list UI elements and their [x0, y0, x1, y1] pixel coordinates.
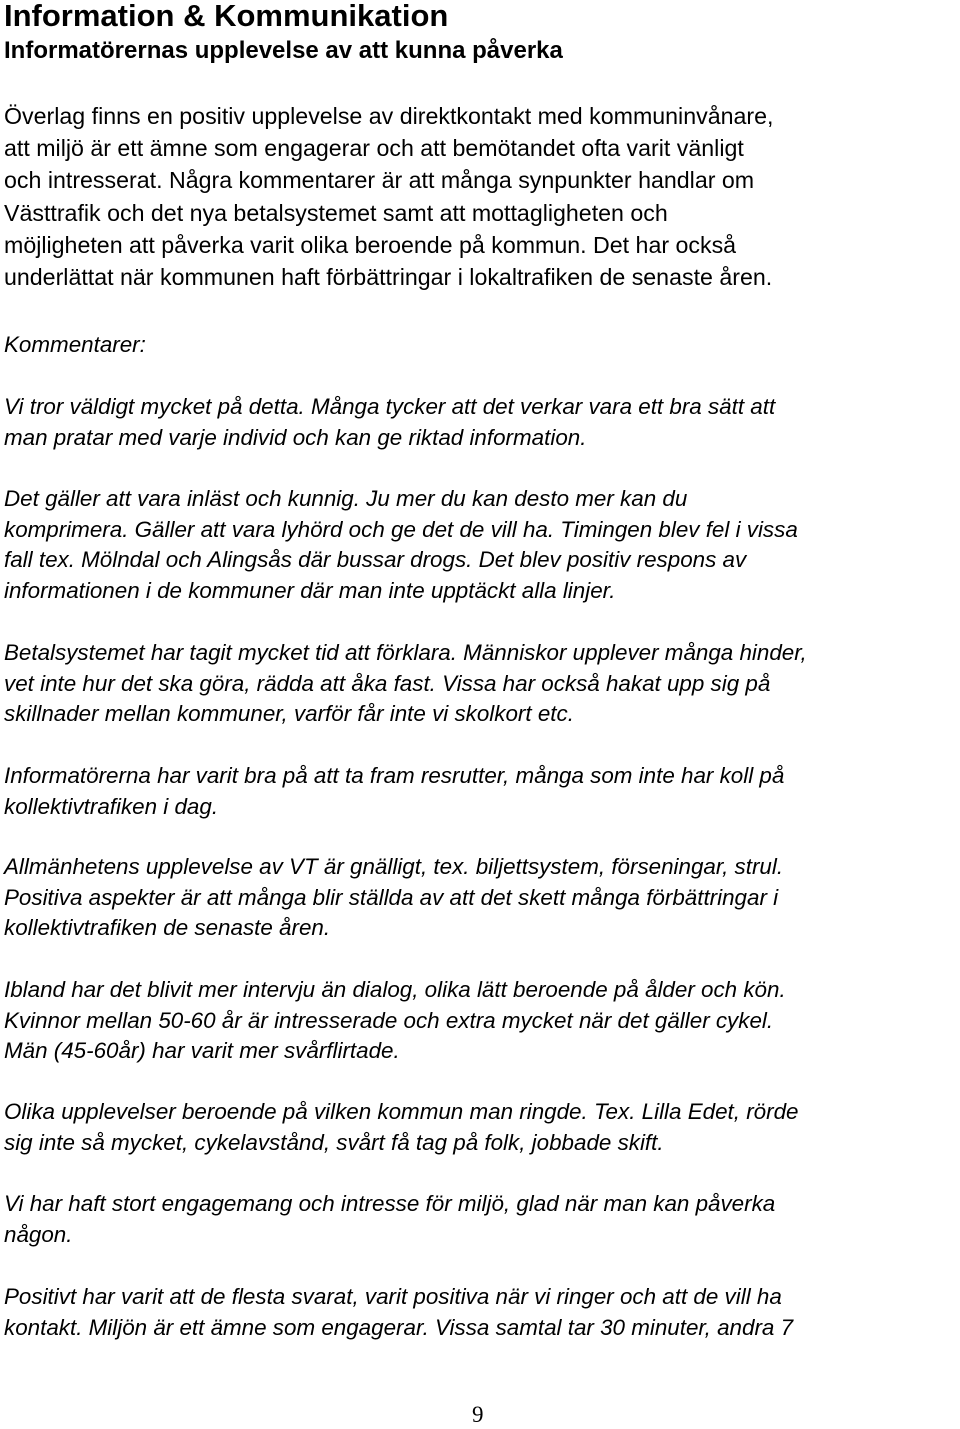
section-subtitle: Informatörernas upplevelse av att kunna påverka [4, 37, 563, 64]
comment-line: kontakt. Miljön är ett ämne som engagerar. Vissa samtal tar 30 minuter, andra 7 [4, 1314, 794, 1340]
comment-line: Kvinnor mellan 50-60 år är intresserade och extra mycket när det gäller cykel. [4, 1007, 774, 1033]
comment-paragraph-7 [4, 1097, 798, 1158]
comment-line: vet inte hur det ska göra, rädda att åka fast. Vissa har också hakat upp sig på [4, 670, 771, 696]
intro-line: underlättat när kommunen haft förbättringar i lokaltrafiken de senaste åren. [4, 264, 773, 291]
comment-line: Allmänhetens upplevelse av VT är gnälligt, tex. biljettsystem, förseningar, strul. [4, 854, 784, 879]
comment-line: kollektivtrafiken i dag. [4, 793, 219, 819]
intro-line: möjligheten att påverka varit olika beroende på kommun. Det har också [4, 231, 737, 258]
page-number: 9 [472, 1402, 484, 1427]
comment-line: Positiva aspekter är att många blir ställda av att det skett många förbättringar i [4, 884, 779, 910]
comment-line: kollektivtrafiken de senaste åren. [4, 915, 331, 940]
comment-line: Män (45-60år) har varit mer svårflirtade. [4, 1038, 400, 1063]
comment-line: Vi tror väldigt mycket på detta. Många tycker att det verkar vara ett bra sätt att [4, 394, 776, 419]
comment-line: Informatörerna har varit bra på att ta fram resrutter, många som inte har koll på [4, 763, 785, 788]
intro-paragraph [4, 100, 954, 293]
comment-line: Betalsystemet har tagit mycket tid att förklara. Människor upplever många hinder, [4, 640, 807, 665]
comment-line: Det gäller att vara inläst och kunnig. Ju mer du kan desto mer kan du [4, 486, 688, 511]
comment-line: fall tex. Mölndal och Alingsås där bussar drogs. Det blev positiv respons av [4, 547, 747, 572]
comment-line: Ibland har det blivit mer intervju än dialog, olika lätt beroende på ålder och kön. [4, 977, 786, 1002]
comment-paragraph-1 [4, 392, 775, 453]
comment-paragraph-5 [4, 852, 783, 944]
intro-line: Västtrafik och det nya betalsystemet samt att mottagligheten och [4, 199, 668, 226]
comment-paragraph-2 [4, 484, 798, 606]
comment-line: Olika upplevelser beroende på vilken kommun man ringde. Tex. Lilla Edet, rörde [4, 1099, 799, 1124]
comment-paragraph-6 [4, 975, 786, 1067]
comments-heading: Kommentarer: [4, 332, 146, 357]
comment-line: Vi har haft stort engagemang och intresse för miljö, glad när man kan påverka [4, 1191, 776, 1216]
comment-line: sig inte så mycket, cykelavstånd, svårt få tag på folk, jobbade skift. [4, 1129, 664, 1155]
comment-paragraph-3 [4, 638, 807, 730]
comment-line: någon. [4, 1221, 73, 1247]
section-title: Information & Kommunikation [4, 0, 449, 33]
comment-line: man pratar med varje individ och kan ge riktad information. [4, 424, 587, 450]
comment-line: komprimera. Gäller att vara lyhörd och ge det de vill ha. Timingen blev fel i vissa [4, 516, 798, 542]
comment-line: Positivt har varit att de flesta svarat, varit positiva när vi ringer och att de vill ha [4, 1284, 782, 1309]
comment-paragraph-8 [4, 1189, 775, 1250]
comment-paragraph-4 [4, 761, 784, 822]
comment-line: skillnader mellan kommuner, varför får inte vi skolkort etc. [4, 701, 574, 726]
comment-line: informationen i de kommuner där man inte upptäckt alla linjer. [4, 577, 616, 603]
comment-paragraph-9 [4, 1282, 793, 1343]
intro-line: och intresserat. Några kommentarer är att många synpunkter handlar om [4, 167, 755, 194]
intro-line: att miljö är ett ämne som engagerar och att bemötandet ofta varit vänligt [4, 135, 744, 162]
intro-line: Överlag finns en positiv upplevelse av direktkontakt med kommuninvånare, [4, 103, 774, 129]
